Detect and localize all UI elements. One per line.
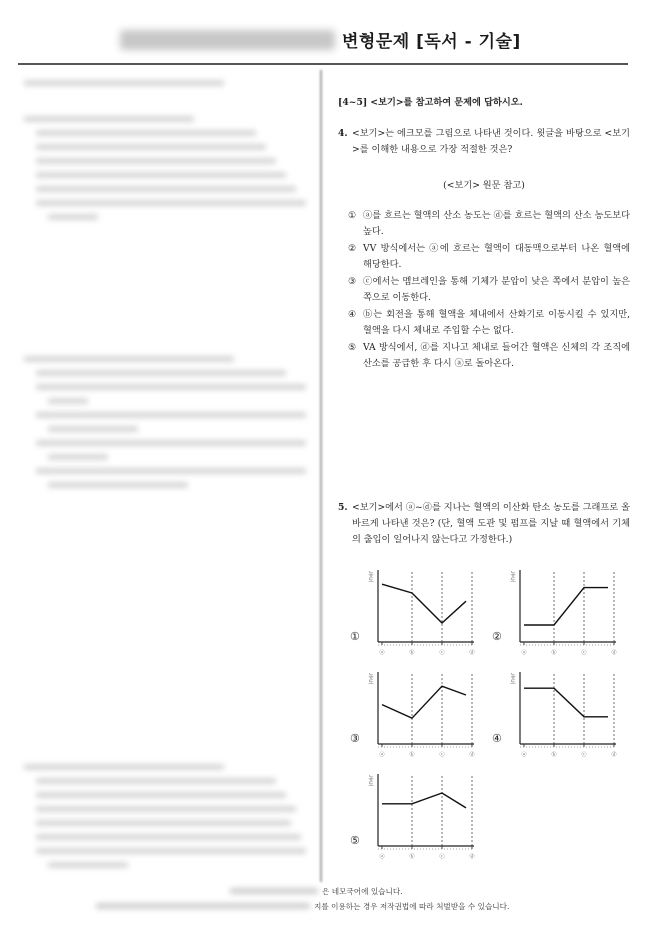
question-4 bbox=[338, 126, 630, 158]
page-footer bbox=[0, 880, 648, 930]
graph-plot bbox=[366, 770, 480, 852]
x-tick-label: ⓐ bbox=[521, 650, 527, 656]
question-5-number: 5. bbox=[338, 502, 348, 513]
x-tick-label: ⓒ bbox=[439, 650, 445, 656]
x-tick-label: ⓐ bbox=[379, 854, 385, 860]
x-tick-label: ⓑ bbox=[551, 650, 557, 656]
x-tick-label: ⓓ bbox=[469, 854, 475, 860]
graph-choice-number[interactable]: ② bbox=[492, 630, 502, 643]
x-tick-label: ⓒ bbox=[581, 752, 587, 758]
reference-note: (<보기> 원문 참고) bbox=[443, 180, 525, 191]
option-number: ④ bbox=[348, 309, 357, 320]
option-3[interactable] bbox=[348, 274, 630, 306]
option-2[interactable] bbox=[348, 241, 630, 273]
y-axis-label: 농도 bbox=[368, 674, 374, 686]
right-column bbox=[338, 95, 630, 373]
x-tick-label: ⓐ bbox=[379, 752, 385, 758]
page-title: 변형문제 [독서 - 기술] bbox=[342, 32, 521, 52]
question-5 bbox=[338, 500, 630, 548]
x-tick-label: ⓐ bbox=[379, 650, 385, 656]
option-4[interactable] bbox=[348, 307, 630, 339]
x-tick-label: ⓐ bbox=[521, 752, 527, 758]
question-4-text: <보기>는 에크모를 그림으로 나타낸 것이다. 윗글을 바탕으로 <보기>를 이해한 내용으로 가장 적절한 것은? bbox=[352, 128, 630, 155]
option-text: ⓑ는 회전을 통해 혈액을 체내에서 산화기로 이동시킬 수 있지만, 혈액을 다시 체내로 주입할 수는 없다. bbox=[363, 309, 630, 336]
x-tick-label: ⓒ bbox=[439, 854, 445, 860]
header-blurred-exam-name bbox=[120, 30, 335, 50]
graph-plot bbox=[366, 668, 480, 750]
graph-plot bbox=[508, 668, 622, 750]
option-text: ⓒ에서는 멤브레인을 통해 기체가 분압이 낮은 쪽에서 분압이 높은 쪽으로 이동한다. bbox=[363, 276, 630, 303]
graph-choice-number[interactable]: ④ bbox=[492, 732, 502, 745]
y-axis-label: 농도 bbox=[510, 674, 516, 686]
option-text: VA 방식에서, ⓓ를 지나고 체내로 들어간 혈액은 신체의 각 조직에 산소를 공급한 후 다시 ⓐ로 돌아온다. bbox=[363, 342, 630, 369]
question-4-number: 4. bbox=[338, 128, 348, 139]
option-5[interactable] bbox=[348, 340, 630, 372]
graph-option-4[interactable] bbox=[508, 668, 622, 764]
x-tick-label: ⓓ bbox=[469, 650, 475, 656]
option-number: ② bbox=[348, 243, 357, 254]
footer-warning-line: 지를 이용하는 경우 저작권법에 따라 처벌받을 수 있습니다. bbox=[314, 902, 510, 911]
graph-option-3[interactable] bbox=[366, 668, 480, 764]
x-tick-label: ⓑ bbox=[551, 752, 557, 758]
y-axis-label: 농도 bbox=[368, 572, 374, 584]
graph-plot bbox=[366, 566, 480, 648]
x-tick-label: ⓒ bbox=[581, 650, 587, 656]
data-series-line bbox=[382, 686, 466, 718]
x-tick-label: ⓑ bbox=[409, 650, 415, 656]
graph-choice-number[interactable]: ⑤ bbox=[350, 834, 360, 847]
x-tick-label: ⓑ bbox=[409, 854, 415, 860]
graph-option-1[interactable] bbox=[366, 566, 480, 662]
x-tick-label: ⓑ bbox=[409, 752, 415, 758]
y-axis-label: 농도 bbox=[368, 776, 374, 788]
header-rule bbox=[18, 63, 628, 65]
x-tick-label: ⓓ bbox=[611, 752, 617, 758]
graph-plot bbox=[508, 566, 622, 648]
option-text: ⓐ를 흐르는 혈액의 산소 농도는 ⓓ를 흐르는 혈액의 산소 농도보다 높다. bbox=[363, 210, 630, 237]
graph-option-2[interactable] bbox=[508, 566, 622, 662]
graph-choice-number[interactable]: ③ bbox=[350, 732, 360, 745]
left-column-blurred bbox=[18, 72, 318, 882]
option-1[interactable] bbox=[348, 208, 630, 240]
data-series-line bbox=[524, 688, 608, 717]
data-series-line bbox=[382, 793, 466, 808]
option-number: ① bbox=[348, 210, 357, 221]
footer-copyright-line: 은 네모국어에 있습니다. bbox=[322, 887, 403, 896]
question-5-text: <보기>에서 ⓐ~ⓓ를 지나는 혈액의 이산화 탄소 농도를 그래프로 올바르게 나타낸 것은? (단, 혈액 도관 및 펌프를 지날 때 혈액에서 기체의 출입이 일어나지 않는다고 가정한다.) bbox=[352, 502, 630, 545]
question-instruction: [4~5] <보기>를 참고하여 문제에 답하시오. bbox=[338, 97, 523, 108]
y-axis-label: 농도 bbox=[510, 572, 516, 584]
x-tick-label: ⓓ bbox=[611, 650, 617, 656]
option-text: VV 방식에서는 ⓐ에 흐르는 혈액이 대동맥으로부터 나온 혈액에 해당한다. bbox=[363, 243, 630, 270]
option-number: ③ bbox=[348, 276, 357, 287]
data-series-line bbox=[524, 588, 608, 625]
data-series-line bbox=[382, 584, 466, 623]
page-header bbox=[0, 0, 648, 64]
column-divider bbox=[320, 70, 322, 882]
graph-choice-number[interactable]: ① bbox=[350, 630, 360, 643]
question-4-options bbox=[348, 208, 630, 372]
x-tick-label: ⓒ bbox=[439, 752, 445, 758]
graph-option-5[interactable] bbox=[366, 770, 480, 866]
option-number: ⑤ bbox=[348, 342, 357, 353]
x-tick-label: ⓓ bbox=[469, 752, 475, 758]
